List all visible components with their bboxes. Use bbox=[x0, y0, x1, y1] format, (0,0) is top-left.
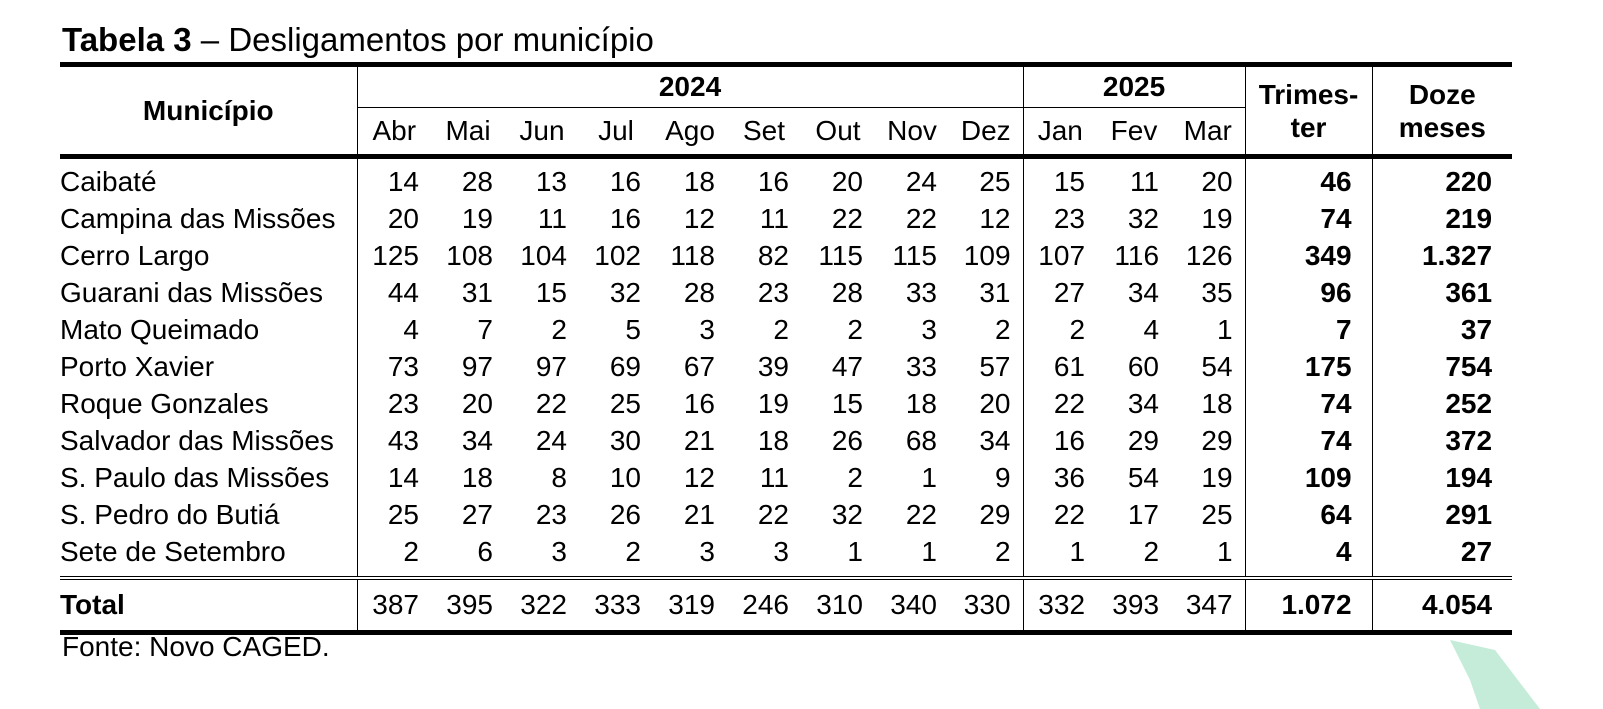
month-value-cell: 21 bbox=[683, 424, 715, 456]
month-value-cell: 34 bbox=[1127, 387, 1160, 419]
month-value-cell: 20 bbox=[979, 387, 1011, 419]
month-value-cell: 57 bbox=[979, 350, 1011, 382]
trimester-header bbox=[1245, 65, 1372, 157]
month-value-cell: 19 bbox=[1201, 461, 1233, 493]
table-row bbox=[60, 200, 1512, 237]
month-value-cell: 19 bbox=[1201, 202, 1233, 234]
month-value-cell: 36 bbox=[1023, 459, 1097, 496]
month-value-cell: 13 bbox=[535, 165, 567, 197]
month-header: Dez bbox=[949, 108, 1023, 157]
month-value-cell: 47 bbox=[831, 350, 863, 382]
month-header: Out bbox=[801, 108, 875, 157]
municipio-cell: Cerro Largo bbox=[60, 239, 210, 271]
month-value-cell: 24 bbox=[905, 165, 937, 197]
month-value-cell: 22 bbox=[1023, 496, 1097, 533]
twelve-months-header-line1: Doze bbox=[1408, 78, 1476, 110]
month-value-cell: 32 bbox=[1127, 202, 1160, 234]
trimester-value-cell: 64 bbox=[1245, 496, 1372, 533]
total-month-cell: 395 bbox=[431, 578, 505, 633]
month-value-cell: 2 bbox=[994, 313, 1011, 345]
month-value-cell: 68 bbox=[905, 424, 937, 456]
twelve-months-value-cell: 194 bbox=[1372, 459, 1512, 496]
municipio-cell: Campina das Missões bbox=[60, 202, 336, 234]
month-value-cell: 115 bbox=[892, 239, 937, 271]
month-value-cell: 11 bbox=[759, 461, 789, 493]
month-value-cell: 34 bbox=[1127, 276, 1160, 308]
total-month-cell: 310 bbox=[801, 578, 875, 633]
table-row bbox=[60, 311, 1512, 348]
twelve-months-value-cell: 291 bbox=[1372, 496, 1512, 533]
month-value-cell: 20 bbox=[357, 200, 431, 237]
month-value-cell: 1 bbox=[847, 535, 863, 567]
municipio-cell: S. Pedro do Butiá bbox=[60, 498, 280, 530]
month-value-cell: 29 bbox=[979, 498, 1011, 530]
table-row bbox=[60, 237, 1512, 274]
table-row bbox=[60, 533, 1512, 578]
month-value-cell: 1 bbox=[1216, 535, 1233, 567]
month-header: Jan bbox=[1023, 108, 1097, 157]
month-value-cell: 44 bbox=[357, 274, 431, 311]
trimester-value-cell: 4 bbox=[1245, 533, 1372, 578]
trimester-value-cell: 349 bbox=[1245, 237, 1372, 274]
month-value-cell: 7 bbox=[477, 313, 493, 345]
table-row bbox=[60, 496, 1512, 533]
month-value-cell: 28 bbox=[683, 276, 715, 308]
twelve-months-value-cell: 1.327 bbox=[1372, 237, 1512, 274]
month-value-cell: 23 bbox=[1023, 200, 1097, 237]
month-value-cell: 23 bbox=[357, 385, 431, 422]
month-value-cell: 69 bbox=[609, 350, 641, 382]
month-value-cell: 30 bbox=[609, 424, 641, 456]
month-value-cell: 12 bbox=[683, 202, 715, 234]
month-value-cell: 3 bbox=[773, 535, 789, 567]
month-value-cell: 27 bbox=[461, 498, 493, 530]
month-value-cell: 22 bbox=[757, 498, 789, 530]
month-value-cell: 97 bbox=[535, 350, 567, 382]
month-header: Jul bbox=[579, 108, 653, 157]
month-value-cell: 22 bbox=[905, 202, 937, 234]
month-value-cell: 108 bbox=[446, 239, 493, 271]
month-value-cell: 32 bbox=[831, 498, 863, 530]
month-header: Mar bbox=[1171, 108, 1245, 157]
municipio-cell: S. Paulo das Missões bbox=[60, 461, 330, 493]
trimester-value-cell: 7 bbox=[1245, 311, 1372, 348]
twelve-months-value-cell: 37 bbox=[1372, 311, 1512, 348]
month-header: Set bbox=[727, 108, 801, 157]
month-value-cell: 43 bbox=[357, 422, 431, 459]
municipio-header: Município bbox=[60, 65, 357, 157]
month-value-cell: 54 bbox=[1201, 350, 1233, 382]
month-value-cell: 28 bbox=[831, 276, 863, 308]
month-value-cell: 18 bbox=[1201, 387, 1233, 419]
total-month-cell: 340 bbox=[875, 578, 949, 633]
month-header: Ago bbox=[653, 108, 727, 157]
month-value-cell: 97 bbox=[461, 350, 493, 382]
month-value-cell: 16 bbox=[609, 165, 641, 197]
month-value-cell: 25 bbox=[609, 387, 641, 419]
twelve-months-value-cell: 219 bbox=[1372, 200, 1512, 237]
month-value-cell: 115 bbox=[818, 239, 863, 271]
dismissals-table bbox=[60, 62, 1512, 635]
month-value-cell: 10 bbox=[609, 461, 641, 493]
month-value-cell: 116 bbox=[1114, 239, 1160, 271]
month-header: Jun bbox=[505, 108, 579, 157]
month-value-cell: 1 bbox=[921, 535, 937, 567]
twelve-months-value-cell: 252 bbox=[1372, 385, 1512, 422]
month-value-cell: 34 bbox=[461, 424, 493, 456]
month-value-cell: 28 bbox=[461, 165, 493, 197]
trimester-value-cell: 74 bbox=[1245, 385, 1372, 422]
month-value-cell: 26 bbox=[609, 498, 641, 530]
month-value-cell: 2 bbox=[625, 535, 641, 567]
table-title: – Desligamentos por município bbox=[191, 21, 654, 58]
table-row bbox=[60, 348, 1512, 385]
month-value-cell: 21 bbox=[683, 498, 715, 530]
total-label: Total bbox=[60, 578, 357, 633]
month-value-cell: 8 bbox=[551, 461, 567, 493]
month-value-cell: 67 bbox=[683, 350, 715, 382]
total-month-cell: 393 bbox=[1097, 578, 1171, 633]
month-value-cell: 14 bbox=[357, 157, 431, 201]
month-value-cell: 9 bbox=[994, 461, 1011, 493]
total-month-cell: 347 bbox=[1171, 578, 1245, 633]
month-value-cell: 34 bbox=[979, 424, 1011, 456]
header-row-years bbox=[60, 65, 1512, 108]
month-value-cell: 18 bbox=[905, 387, 937, 419]
table-row bbox=[60, 274, 1512, 311]
table-caption bbox=[62, 20, 654, 60]
month-value-cell: 107 bbox=[1023, 237, 1097, 274]
month-value-cell: 18 bbox=[683, 165, 715, 197]
twelve-months-value-cell: 372 bbox=[1372, 422, 1512, 459]
table-number: Tabela 3 bbox=[62, 21, 192, 58]
month-value-cell: 61 bbox=[1023, 348, 1097, 385]
trimester-value-cell: 96 bbox=[1245, 274, 1372, 311]
trimester-value-cell: 74 bbox=[1245, 422, 1372, 459]
month-value-cell: 73 bbox=[357, 348, 431, 385]
month-value-cell: 126 bbox=[1185, 239, 1233, 271]
twelve-months-value-cell: 361 bbox=[1372, 274, 1512, 311]
month-value-cell: 1 bbox=[1023, 533, 1097, 578]
month-value-cell: 104 bbox=[520, 239, 567, 271]
municipio-cell: Sete de Setembro bbox=[60, 535, 286, 567]
month-value-cell: 33 bbox=[905, 350, 937, 382]
table-row bbox=[60, 422, 1512, 459]
twelve-months-value-cell: 27 bbox=[1372, 533, 1512, 578]
month-value-cell: 16 bbox=[683, 387, 715, 419]
month-value-cell: 1 bbox=[1216, 313, 1233, 345]
month-value-cell: 33 bbox=[905, 276, 937, 308]
table-body bbox=[60, 157, 1512, 633]
month-value-cell: 22 bbox=[905, 498, 937, 530]
month-header: Nov bbox=[875, 108, 949, 157]
month-value-cell: 3 bbox=[699, 535, 715, 567]
month-value-cell: 25 bbox=[1201, 498, 1233, 530]
total-trimester-cell: 1.072 bbox=[1245, 578, 1372, 633]
month-value-cell: 15 bbox=[1023, 157, 1097, 201]
month-value-cell: 14 bbox=[357, 459, 431, 496]
month-value-cell: 109 bbox=[963, 239, 1011, 271]
month-value-cell: 24 bbox=[535, 424, 567, 456]
month-value-cell: 20 bbox=[831, 165, 863, 197]
municipio-cell: Salvador das Missões bbox=[60, 424, 334, 456]
municipio-cell: Porto Xavier bbox=[60, 350, 215, 382]
total-month-cell: 319 bbox=[653, 578, 727, 633]
month-value-cell: 16 bbox=[757, 165, 789, 197]
total-month-cell: 333 bbox=[579, 578, 653, 633]
month-value-cell: 32 bbox=[609, 276, 641, 308]
month-value-cell: 18 bbox=[757, 424, 789, 456]
municipio-cell: Roque Gonzales bbox=[60, 387, 269, 419]
month-value-cell: 20 bbox=[1201, 165, 1233, 197]
month-value-cell: 31 bbox=[461, 276, 493, 308]
month-value-cell: 18 bbox=[461, 461, 493, 493]
month-value-cell: 22 bbox=[535, 387, 567, 419]
trimester-value-cell: 74 bbox=[1245, 200, 1372, 237]
month-value-cell: 82 bbox=[757, 239, 789, 271]
total-month-cell: 332 bbox=[1023, 578, 1097, 633]
month-value-cell: 29 bbox=[1201, 424, 1233, 456]
month-value-cell: 19 bbox=[757, 387, 789, 419]
municipio-cell: Mato Queimado bbox=[60, 313, 260, 345]
month-value-cell: 25 bbox=[979, 165, 1011, 197]
table-source: Fonte: Novo CAGED. bbox=[62, 631, 330, 662]
month-value-cell: 26 bbox=[831, 424, 863, 456]
month-value-cell: 19 bbox=[461, 202, 493, 234]
month-value-cell: 35 bbox=[1201, 276, 1233, 308]
twelve-months-header-line2: meses bbox=[1398, 111, 1486, 143]
month-header: Fev bbox=[1097, 108, 1171, 157]
month-value-cell: 2 bbox=[847, 461, 863, 493]
twelve-months-value-cell: 754 bbox=[1372, 348, 1512, 385]
month-value-cell: 54 bbox=[1127, 461, 1160, 493]
twelve-months-value-cell: 220 bbox=[1372, 157, 1512, 201]
month-value-cell: 4 bbox=[1143, 313, 1160, 345]
year-2025-header: 2025 bbox=[1023, 65, 1245, 108]
month-value-cell: 2 bbox=[994, 535, 1011, 567]
month-value-cell: 102 bbox=[594, 239, 641, 271]
month-value-cell: 11 bbox=[759, 202, 789, 234]
month-header: Mai bbox=[431, 108, 505, 157]
month-value-cell: 12 bbox=[979, 202, 1011, 234]
total-month-cell: 322 bbox=[505, 578, 579, 633]
municipio-cell: Guarani das Missões bbox=[60, 276, 324, 308]
total-row bbox=[60, 578, 1512, 633]
watermark-logo bbox=[1440, 640, 1540, 709]
total-month-cell: 387 bbox=[357, 578, 431, 633]
month-value-cell: 11 bbox=[1129, 165, 1160, 197]
table-row bbox=[60, 157, 1512, 201]
month-header: Abr bbox=[357, 108, 431, 157]
month-value-cell: 11 bbox=[537, 202, 567, 234]
month-value-cell: 31 bbox=[979, 276, 1011, 308]
month-value-cell: 3 bbox=[921, 313, 937, 345]
table-row bbox=[60, 385, 1512, 422]
month-value-cell: 2 bbox=[357, 533, 431, 578]
month-value-cell: 6 bbox=[477, 535, 493, 567]
trimester-header-line1: Trimes- bbox=[1258, 78, 1359, 110]
month-value-cell: 12 bbox=[683, 461, 715, 493]
month-value-cell: 1 bbox=[921, 461, 937, 493]
month-value-cell: 125 bbox=[357, 237, 431, 274]
month-value-cell: 2 bbox=[847, 313, 863, 345]
total-month-cell: 246 bbox=[727, 578, 801, 633]
month-value-cell: 5 bbox=[625, 313, 641, 345]
trimester-value-cell: 175 bbox=[1245, 348, 1372, 385]
month-value-cell: 16 bbox=[1023, 422, 1097, 459]
month-value-cell: 23 bbox=[757, 276, 789, 308]
month-value-cell: 25 bbox=[357, 496, 431, 533]
total-twelve-months-cell: 4.054 bbox=[1372, 578, 1512, 633]
municipio-cell: Caibaté bbox=[60, 165, 157, 197]
month-value-cell: 3 bbox=[699, 313, 715, 345]
month-value-cell: 29 bbox=[1127, 424, 1160, 456]
month-value-cell: 15 bbox=[831, 387, 863, 419]
month-value-cell: 27 bbox=[1023, 274, 1097, 311]
month-value-cell: 2 bbox=[773, 313, 789, 345]
trimester-value-cell: 46 bbox=[1245, 157, 1372, 201]
month-value-cell: 17 bbox=[1127, 498, 1160, 530]
trimester-header-line2: ter bbox=[1290, 111, 1327, 143]
month-value-cell: 4 bbox=[357, 311, 431, 348]
twelve-months-header bbox=[1372, 65, 1512, 157]
month-value-cell: 3 bbox=[551, 535, 567, 567]
month-value-cell: 23 bbox=[535, 498, 567, 530]
month-value-cell: 16 bbox=[609, 202, 641, 234]
total-month-cell: 330 bbox=[949, 578, 1023, 633]
month-value-cell: 15 bbox=[535, 276, 567, 308]
year-2024-header: 2024 bbox=[357, 65, 1023, 108]
trimester-value-cell: 109 bbox=[1245, 459, 1372, 496]
month-value-cell: 22 bbox=[1023, 385, 1097, 422]
month-value-cell: 2 bbox=[1023, 311, 1097, 348]
month-value-cell: 22 bbox=[831, 202, 863, 234]
month-value-cell: 2 bbox=[551, 313, 567, 345]
month-value-cell: 2 bbox=[1143, 535, 1160, 567]
month-value-cell: 118 bbox=[670, 239, 715, 271]
table-row bbox=[60, 459, 1512, 496]
month-value-cell: 20 bbox=[461, 387, 493, 419]
month-value-cell: 60 bbox=[1127, 350, 1160, 382]
month-value-cell: 39 bbox=[757, 350, 789, 382]
